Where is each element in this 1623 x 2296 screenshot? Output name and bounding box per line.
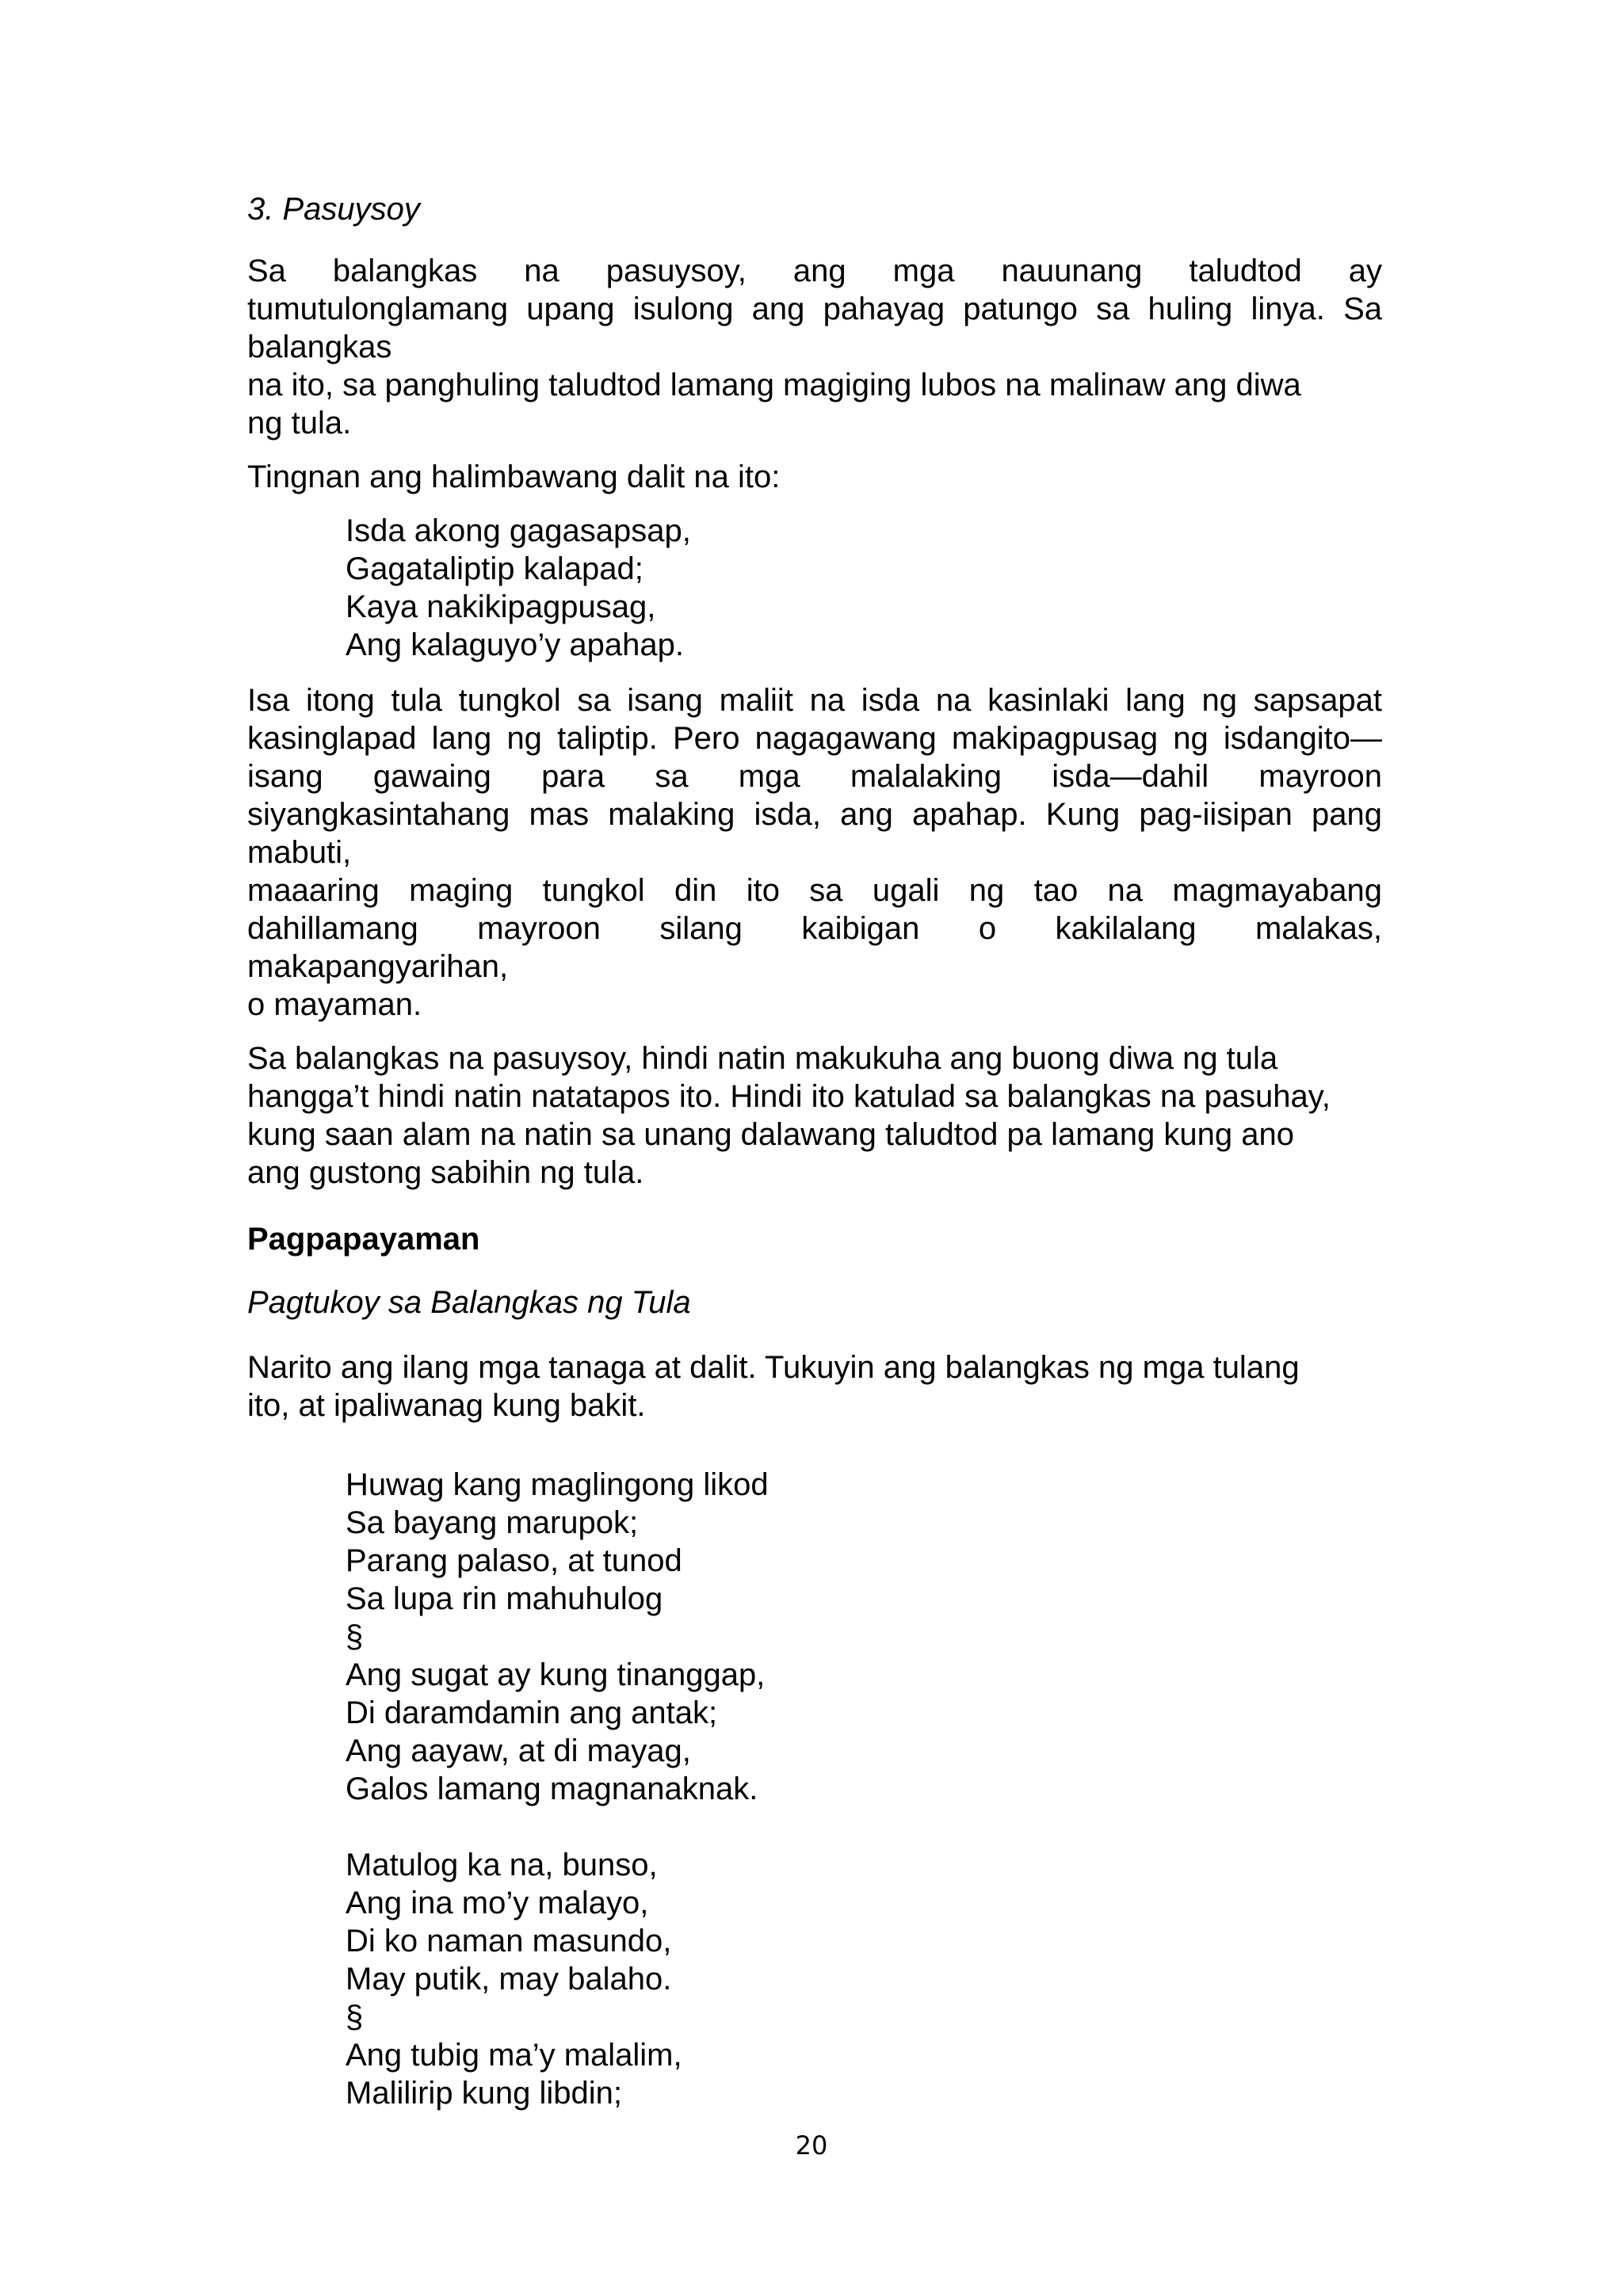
paragraph-pasuysoy-definition — [247, 252, 1382, 442]
poem-line: May putik, may balaho. — [346, 1962, 672, 1997]
text-line: siyangkasintahang mas malaking isda, ang apahap. Kung pag-iisipan pang — [247, 797, 1382, 832]
poem-line: Ang kalaguyo’y apahap. — [346, 627, 684, 662]
subheading: Pagtukoy sa Balangkas ng Tula — [247, 1285, 691, 1320]
poem-line: Sa lupa rin mahuhulog — [346, 1581, 663, 1616]
poem-line: Sa bayang marupok; — [346, 1505, 639, 1540]
text-line: makapangyarihan, — [247, 949, 509, 984]
poem-line: Gagataliptip kalapad; — [346, 551, 643, 586]
text-line: Narito ang ilang mga tanaga at dalit. Tukuyin ang balangkas ng mga tulang — [247, 1350, 1300, 1385]
text-line: Isa itong tula tungkol sa isang maliit na isda na kasinlaki lang ng sapsapat — [247, 683, 1382, 718]
text-line: na ito, sa panghuling taludtod lamang magiging lubos na malinaw ang diwa — [247, 368, 1301, 402]
poem-line: Ang tubig ma’y malalim, — [346, 2038, 682, 2073]
poem-line: Galos lamang magnanaknak. — [346, 1772, 758, 1806]
text-line: Sa balangkas na pasuysoy, hindi natin makukuha ang buong diwa ng tula — [247, 1041, 1278, 1076]
paragraph-instructions — [247, 1348, 1382, 1425]
text-line: Sa balangkas na pasuysoy, ang mga nauunang taludtod ay — [247, 254, 1382, 288]
text-line: hangga’t hindi natin natatapos ito. Hindi ito katulad sa balangkas na pasuhay, — [247, 1079, 1331, 1114]
poem-line: Huwag kang maglingong likod — [346, 1467, 769, 1502]
section-mark: § — [346, 1619, 364, 1654]
section-title: 3. Pasuysoy — [247, 192, 420, 227]
text-line: ito, at ipaliwanag kung bakit. — [247, 1388, 646, 1423]
poem-line: Parang palaso, at tunod — [346, 1543, 682, 1578]
text-line: balangkas — [247, 330, 392, 364]
section-mark: § — [346, 2000, 364, 2035]
poem-line: Malilirip kung libdin; — [346, 2076, 623, 2111]
poem-line: Isda akong gagasapsap, — [346, 513, 691, 548]
text-line: kung saan alam na natin sa unang dalawang taludtod pa lamang kung ano — [247, 1117, 1294, 1152]
paragraph-poem-explanation — [247, 681, 1382, 1024]
text-line: ang gustong sabihin ng tula. — [247, 1155, 644, 1190]
paragraph-pasuysoy-summary — [247, 1039, 1382, 1192]
paragraph-example-intro: Tingnan ang halimbawang dalit na ito: — [247, 460, 781, 494]
text-line: maaaring maging tungkol din ito sa ugali ng tao na magmayabang — [247, 873, 1382, 908]
text-line: mabuti, — [247, 835, 352, 870]
poem-line: Matulog ka na, bunso, — [346, 1848, 658, 1882]
document-page — [247, 190, 1382, 2112]
poem-dalit-example — [346, 512, 1382, 664]
poem-line: Kaya nakikipagpusag, — [346, 589, 656, 624]
page-number: 20 — [795, 2130, 828, 2161]
text-line: dahillamang mayroon silang kaibigan o kakilalang malakas, — [247, 911, 1382, 946]
poem-exercise-list — [346, 1466, 1382, 2112]
text-line: isang gawaing para sa mga malalaking isda—dahil mayroon — [247, 759, 1382, 794]
poem-line: Di daramdamin ang antak; — [346, 1695, 718, 1730]
text-line: ng tula. — [247, 406, 352, 441]
section-heading: Pagpapayaman — [247, 1222, 480, 1257]
text-line: kasinglapad lang ng taliptip. Pero nagagawang makipagpusag ng isdangito— — [247, 721, 1382, 756]
poem-line: Di ko naman masundo, — [346, 1924, 672, 1958]
text-line: o mayaman. — [247, 987, 422, 1022]
poem-line: Ang ina mo’y malayo, — [346, 1886, 649, 1920]
poem-line: Ang aayaw, at di mayag, — [346, 1733, 691, 1768]
text-line: tumutulonglamang upang isulong ang pahayag patungo sa huling linya. Sa — [247, 292, 1382, 326]
poem-line: Ang sugat ay kung tinanggap, — [346, 1657, 766, 1692]
stanza-gap — [346, 1808, 1382, 1846]
